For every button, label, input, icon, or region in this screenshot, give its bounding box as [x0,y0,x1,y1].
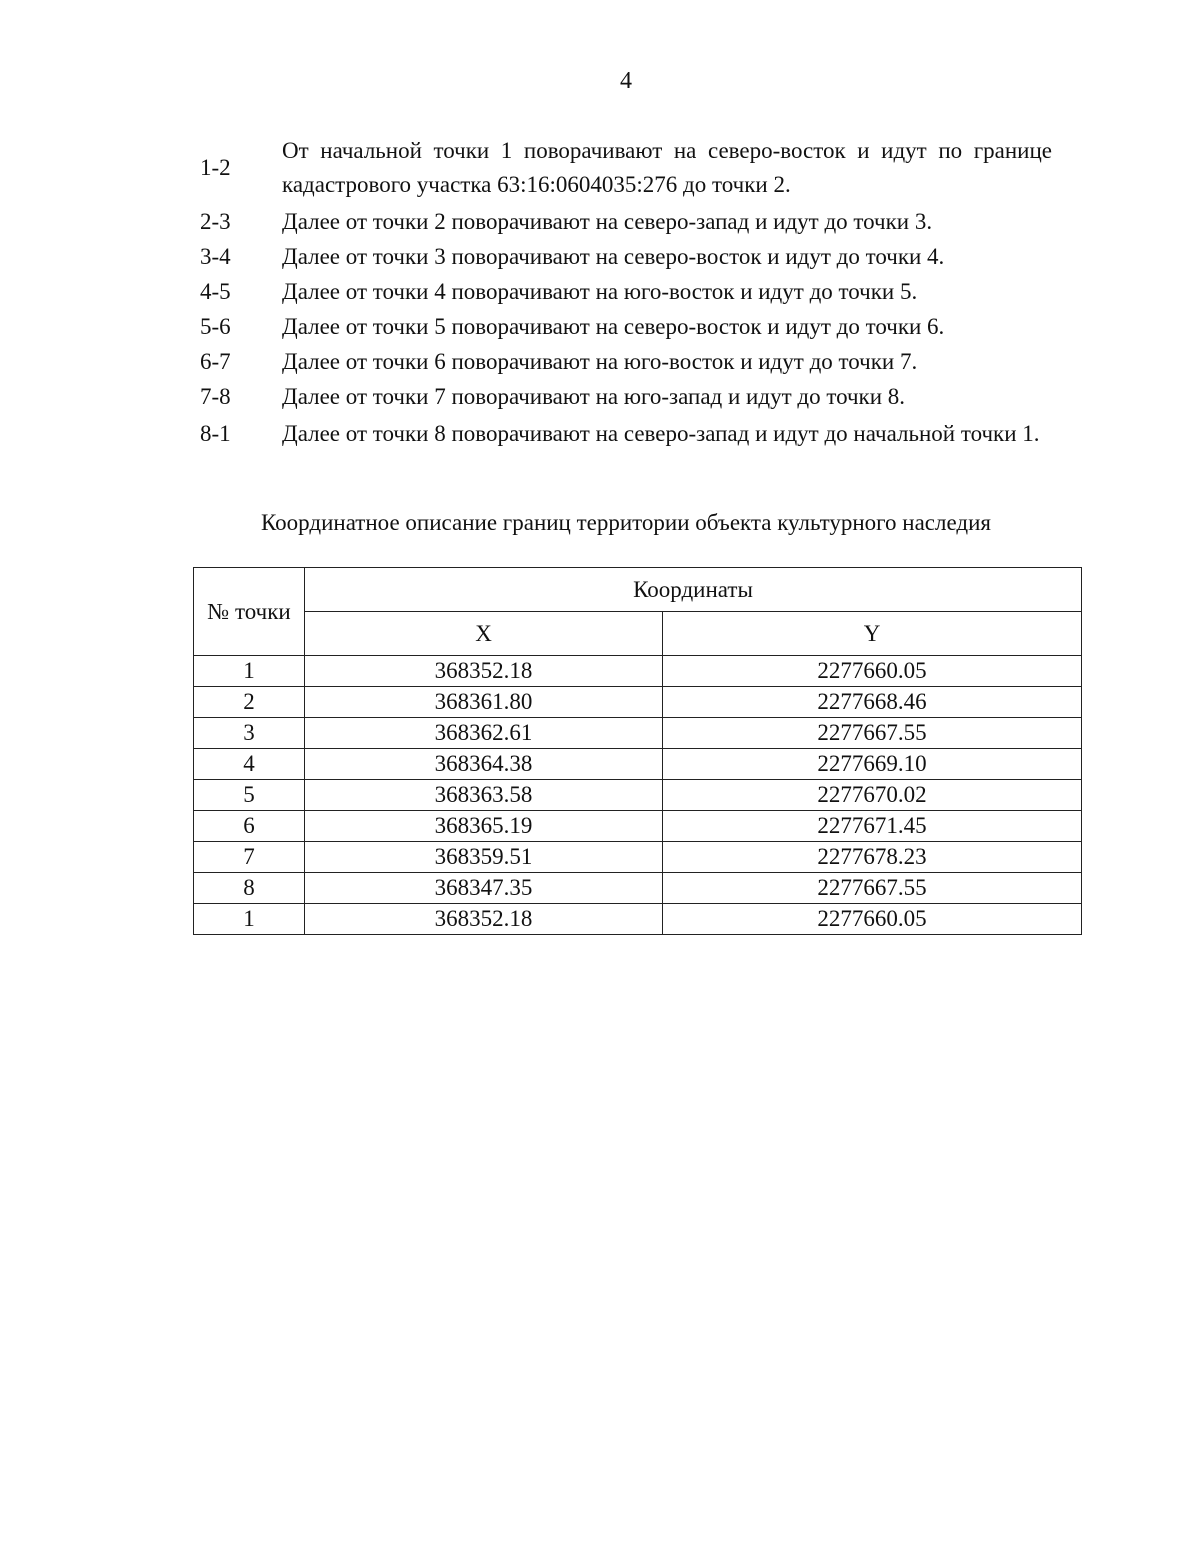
table-row [194,687,1082,718]
segment-code: 8-1 [200,421,231,446]
header-y: Y [663,612,1082,656]
segment-row [200,242,1052,272]
segment-row [200,382,1052,412]
table-row [194,780,1082,811]
cell-point: 6 [194,811,305,842]
cell-y: 2277667.55 [663,718,1082,749]
segment-code: 2-3 [200,209,231,234]
segment-row [200,417,1052,451]
segment-code: 6-7 [200,349,231,374]
cell-x: 368352.18 [305,904,663,935]
table-row [194,842,1082,873]
segment-code: 7-8 [200,384,231,409]
segment-row [200,207,1052,237]
cell-x: 368352.18 [305,656,663,687]
segment-text: Далее от точки 2 поворачивают на северо-запад и идут до точки 3. [282,209,933,234]
segment-text: Далее от точки 4 поворачивают на юго-восток и идут до точки 5. [282,279,918,304]
segment-row [200,312,1052,342]
cell-point: 5 [194,780,305,811]
cell-x: 368362.61 [305,718,663,749]
cell-point: 8 [194,873,305,904]
cell-x: 368361.80 [305,687,663,718]
segment-text: Далее от точки 3 поворачивают на северо-восток и идут до точки 4. [282,244,945,269]
segment-text: Далее от точки 8 поворачивают на северо-запад и идут до начальной точки 1. [282,421,1040,446]
segment-row [200,347,1052,377]
header-coordinates: Координаты [305,568,1082,612]
table-row [194,718,1082,749]
cell-y: 2277670.02 [663,780,1082,811]
cell-y: 2277667.55 [663,873,1082,904]
cell-point: 2 [194,687,305,718]
boundary-description [200,134,1052,456]
segment-code: 3-4 [200,244,231,269]
cell-point: 7 [194,842,305,873]
cell-x: 368347.35 [305,873,663,904]
segment-text: Далее от точки 7 поворачивают на юго-запад и идут до точки 8. [282,384,906,409]
cell-point: 1 [194,656,305,687]
segment-code: 1-2 [200,155,231,180]
segment-text: От начальной точки 1 поворачивают на северо-восток и идут по границе кадастрового участка 63:16:0604035:276 до точки 2. [282,138,1052,197]
cell-y: 2277668.46 [663,687,1082,718]
cell-x: 368364.38 [305,749,663,780]
cell-y: 2277660.05 [663,904,1082,935]
cell-x: 368365.19 [305,811,663,842]
segment-row [200,134,1052,202]
cell-y: 2277669.10 [663,749,1082,780]
cell-y: 2277671.45 [663,811,1082,842]
table-row [194,656,1082,687]
segment-code: 5-6 [200,314,231,339]
cell-point: 3 [194,718,305,749]
cell-y: 2277660.05 [663,656,1082,687]
segment-text: Далее от точки 5 поворачивают на северо-восток и идут до точки 6. [282,314,945,339]
segment-code: 4-5 [200,279,231,304]
table-row [194,873,1082,904]
coordinates-table [193,567,1082,935]
cell-y: 2277678.23 [663,842,1082,873]
cell-point: 1 [194,904,305,935]
header-point-number: № точки [194,568,305,656]
page-number: 4 [620,68,632,94]
cell-point: 4 [194,749,305,780]
segment-text: Далее от точки 6 поворачивают на юго-восток и идут до точки 7. [282,349,918,374]
cell-x: 368363.58 [305,780,663,811]
table-caption: Координатное описание границ территории объекта культурного наследия [260,510,991,535]
cell-x: 368359.51 [305,842,663,873]
table-row [194,904,1082,935]
table-row [194,811,1082,842]
header-x: X [305,612,663,656]
table-row [194,749,1082,780]
segment-row [200,277,1052,307]
